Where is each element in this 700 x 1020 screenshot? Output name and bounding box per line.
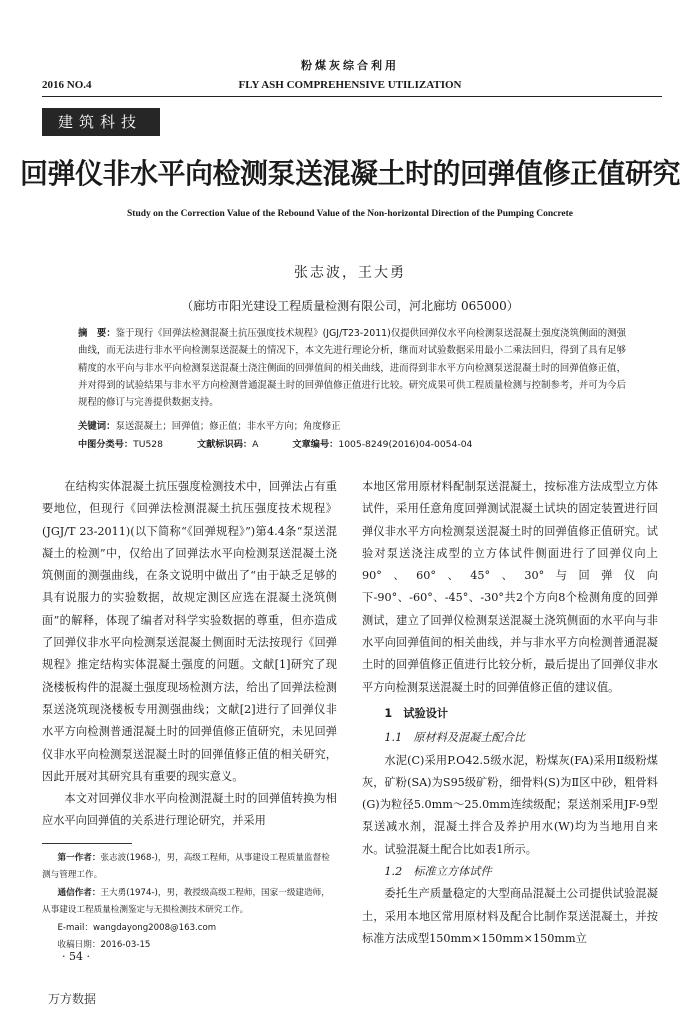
watermark: 万方数据 bbox=[48, 992, 97, 1006]
affiliation: （廊坊市阳光建设工程质量检测有限公司，河北廊坊 065000） bbox=[181, 299, 519, 313]
footnote-author2-label: 通信作者： bbox=[57, 887, 101, 898]
article-number-value: 1005-8249(2016)04-0054-04 bbox=[338, 439, 473, 450]
footnotes bbox=[42, 850, 337, 954]
clc-number bbox=[78, 436, 163, 453]
doc-code-label: 文献标识码： bbox=[197, 439, 253, 450]
abstract-label: 摘 要： bbox=[78, 328, 116, 339]
article-number-label: 文章编号： bbox=[292, 439, 339, 450]
keywords-label: 关键词： bbox=[78, 421, 116, 432]
page-number: · 54 · bbox=[62, 950, 90, 963]
doc-code-value: A bbox=[252, 439, 259, 450]
keywords-text: 泵送混凝土；回弹值；修正值；非水平方向；角度修正 bbox=[115, 421, 341, 432]
header-rule bbox=[42, 96, 662, 97]
body-column-left bbox=[42, 476, 337, 833]
footnote-received: 收稿日期：2016-03-15 bbox=[57, 940, 151, 951]
paper-title-cn: 回弹仪非水平向检测泵送混凝土时的回弹值修正值研究 bbox=[19, 157, 680, 190]
clc-value: TU528 bbox=[133, 439, 163, 450]
abstract bbox=[78, 325, 626, 411]
article-number bbox=[292, 439, 472, 450]
keywords bbox=[78, 418, 626, 435]
footnote-rule bbox=[42, 843, 132, 844]
section-heading-1-1: 1.1 原材料及混凝土配合比 bbox=[384, 731, 526, 745]
journal-name-en: FLY ASH COMPREHENSIVE UTILIZATION bbox=[238, 79, 462, 91]
body-paragraph: 委托生产质量稳定的大型商品混凝土公司提供试验混凝土，采用本地区常用原材料及配合比制作泵送混凝土，并按标准方法成型150mm×150mm×150mm立 bbox=[362, 887, 658, 945]
footnote-email: E-mail：wangdayong2008@163.com bbox=[57, 922, 217, 933]
section-heading-1: 1 试验设计 bbox=[384, 706, 449, 720]
doc-code bbox=[197, 436, 258, 453]
classification-row bbox=[78, 436, 626, 453]
section-heading-1-2: 1.2 标准立方体试件 bbox=[384, 865, 492, 879]
clc-label: 中图分类号： bbox=[78, 439, 134, 450]
body-paragraph: 本地区常用原材料配制泵送混凝土，按标准方法成型立方体试件，采用任意角度回弹测试混凝土试块的固定装置进行回弹仪非水平方向检测泵送混凝土时的回弹值修正值研究。试验对泵送浇注成型的立方体试件侧面进行了回弹仪向上90°、60°、45°、30°与回弹仪向下-90°、-60°、-45°、-30°共2个方向8个检测角度的回弹测试，建立了回弹仪检测泵送混凝土浇筑侧面的水平向与非水平向回弹值间的相关曲线，并与非水平方向检测普通混凝土时的回弹值修正值进行比较分析，最后提出了回弹仪非水平方向检测泵送混凝土时的回弹值修正值的建议值。 bbox=[362, 480, 658, 694]
footnote-author1 bbox=[42, 850, 337, 885]
body-paragraph: 在结构实体混凝土抗压强度检测技术中，回弹法占有重要地位，但现行《回弹法检测混凝土抗压强度技术规程》(JGJ/T 23-2011)(以下简称“《回弹规程》”)第4.4条“泵送混凝土的检测”中，仅给出了回弹法水平向检测泵送混凝土浇筑侧面的测强曲线，在条文说明中做出了“由于缺乏足够的具有说服力的实验数据，故规定测区应选在混凝土浇筑侧面”的解释，体现了编者对科学实验数据的尊重，但亦造成了回弹仪非水平向检测泵送混凝土侧面时无法按现行《回弹规程》推定结构实体混凝土强度的问题。文献[1]研究了现浇楼板构件的混凝土强度现场检测方法，给出了回弹法检测泵送浇筑现浇楼板专用测强曲线；文献[2]进行了回弹仪非水平方向检测普通混凝土时的回弹值修正值研究，未见回弹仪非水平向检测泵送混凝土时的回弹值修正值的相关研究，因此开展对其研究具有重要的现实意义。 bbox=[42, 480, 337, 783]
issue-label: 2016 NO.4 bbox=[42, 79, 92, 91]
journal-name-cn: 粉煤灰综合利用 bbox=[301, 59, 399, 72]
footnote-author2 bbox=[42, 885, 337, 920]
footnote-author2-text: 王大勇(1974-)，男，教授级高级工程师，国家一级建造师，从事建设工程质量检测鉴定与无损检测技术研究工作。 bbox=[42, 887, 330, 916]
body-paragraph: 水泥(C)采用P.O42.5级水泥，粉煤灰(FA)采用Ⅱ级粉煤灰，矿粉(SA)为S95级矿粉，细骨料(S)为Ⅱ区中砂，粗骨料(G)为粒径5.0mm～25.0mm连续级配；泵送剂采用JF-9型泵送减水剂，混凝土拌合及养护用水(W)均为当地用自来水。试验混凝土配合比如表1所示。 bbox=[362, 753, 658, 856]
footnote-author1-label: 第一作者： bbox=[57, 853, 101, 863]
body-column-right bbox=[362, 476, 658, 950]
section-tag: 建筑科技 bbox=[42, 108, 160, 136]
authors: 张志波，王大勇 bbox=[294, 265, 406, 281]
paper-title-en: Study on the Correction Value of the Rebound Value of the Non-horizontal Direction of the Pumping Concrete bbox=[127, 209, 573, 219]
abstract-text: 鉴于现行《回弹法检测混凝土抗压强度技术规程》(JGJ/T23-2011)仅提供回弹仪水平向检测泵送混凝土强度浇筑侧面的测强曲线，而无法进行非水平向检测泵送混凝土的情况下，本文先进行理论分析，继而对试验数据采用最小二乘法回归，得到了具有足够精度的水平向与非水平向检测泵送混凝土浇注侧面的回弹值间的相关曲线，进而得到非水平方向检测泵送混凝土时的回弹值修正值，并对得到的试验结果与非水平方向检测普通混凝土时的回弹值修正值进行比较。研究成果可供工程质量检测与控制参考，并可为今后规程的修订与完善提供数据支持。 bbox=[78, 328, 626, 409]
footnote-author1-text: 张志波(1968-)，男，高级工程师，从事建设工程质量监督检测与管理工作。 bbox=[42, 853, 330, 881]
body-paragraph: 本文对回弹仪非水平向检测混凝土时的回弹值转换为相应水平向回弹值的关系进行理论研究，并采用 bbox=[42, 792, 337, 828]
